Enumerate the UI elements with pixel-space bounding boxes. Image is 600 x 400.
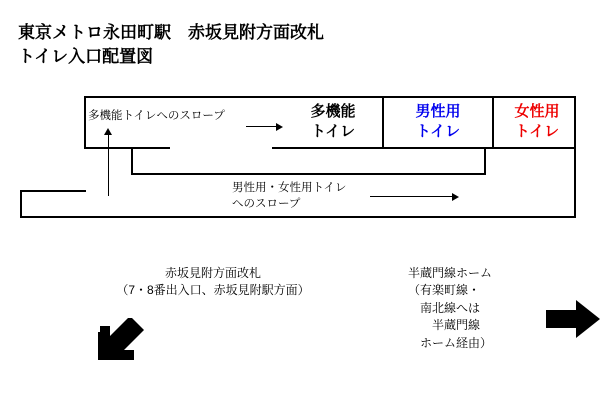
wall-inner-step-h [131, 173, 486, 175]
caption-hanzomon-line1: 半蔵門線ホーム [408, 266, 493, 280]
wall-room-bottom [272, 147, 576, 149]
slope-arrow-top-line [246, 126, 276, 127]
wall-inner-step-v [131, 147, 133, 174]
wall-divider-2 [492, 96, 494, 149]
caption-ticket-gate-line2: （7・8番出入口、赤坂見附駅方面） [116, 283, 310, 298]
room-label-womens-line1: 女性用 [514, 103, 560, 120]
wall-divider-1 [382, 96, 384, 149]
slope-arrow-top-head [276, 123, 283, 131]
caption-hanzomon-line3: 南北線へは [420, 300, 481, 315]
wall-left [84, 96, 86, 148]
room-label-multipurpose-line2: トイレ [310, 123, 356, 141]
entry-arrow-head [104, 128, 112, 135]
caption-hanzomon-line4: 半蔵門線 [432, 318, 481, 333]
room-label-multipurpose-line1: 多機能 [310, 103, 356, 120]
slope-label-mens-womens-line2: へのスロープ [232, 198, 301, 210]
page-title-line-1: 東京メトロ永田町駅 赤坂見附方面改札 [18, 23, 324, 42]
room-label-multipurpose [288, 102, 378, 143]
slope-arrow-bottom-line [370, 196, 452, 197]
slope-arrow-bottom-head [452, 193, 459, 201]
wall-inner-step-v2 [484, 147, 486, 174]
room-label-mens-line2: トイレ [415, 123, 461, 141]
caption-hanzomon-line2: （有楽町線・ [408, 283, 481, 298]
room-label-womens-line2: トイレ [514, 123, 560, 141]
room-label-womens [498, 102, 576, 143]
caption-hanzomon-line5: ホーム経由） [420, 335, 493, 350]
entry-arrow-line [108, 134, 109, 196]
caption-ticket-gate [88, 265, 338, 300]
caption-ticket-gate-line1: 赤坂見附方面改札 [164, 266, 261, 280]
page-title-line-2: トイレ入口配置図 [18, 47, 154, 66]
arrow-right-icon [546, 296, 600, 342]
wall-top [84, 96, 576, 98]
slope-label-multipurpose: 多機能トイレへのスロープ [88, 110, 225, 122]
arrow-down-left-icon [94, 318, 150, 364]
room-label-mens [390, 102, 486, 143]
slope-label-mens-womens-line1: 男性用・女性用トイレ [232, 182, 347, 194]
wall-corridor-top [20, 190, 86, 192]
caption-hanzomon-line [408, 265, 548, 352]
room-label-mens-line1: 男性用 [415, 103, 461, 120]
wall-corridor-leftedge [20, 190, 22, 218]
wall-corridor-left [20, 216, 576, 218]
wall-room-bottom-left [84, 147, 170, 149]
